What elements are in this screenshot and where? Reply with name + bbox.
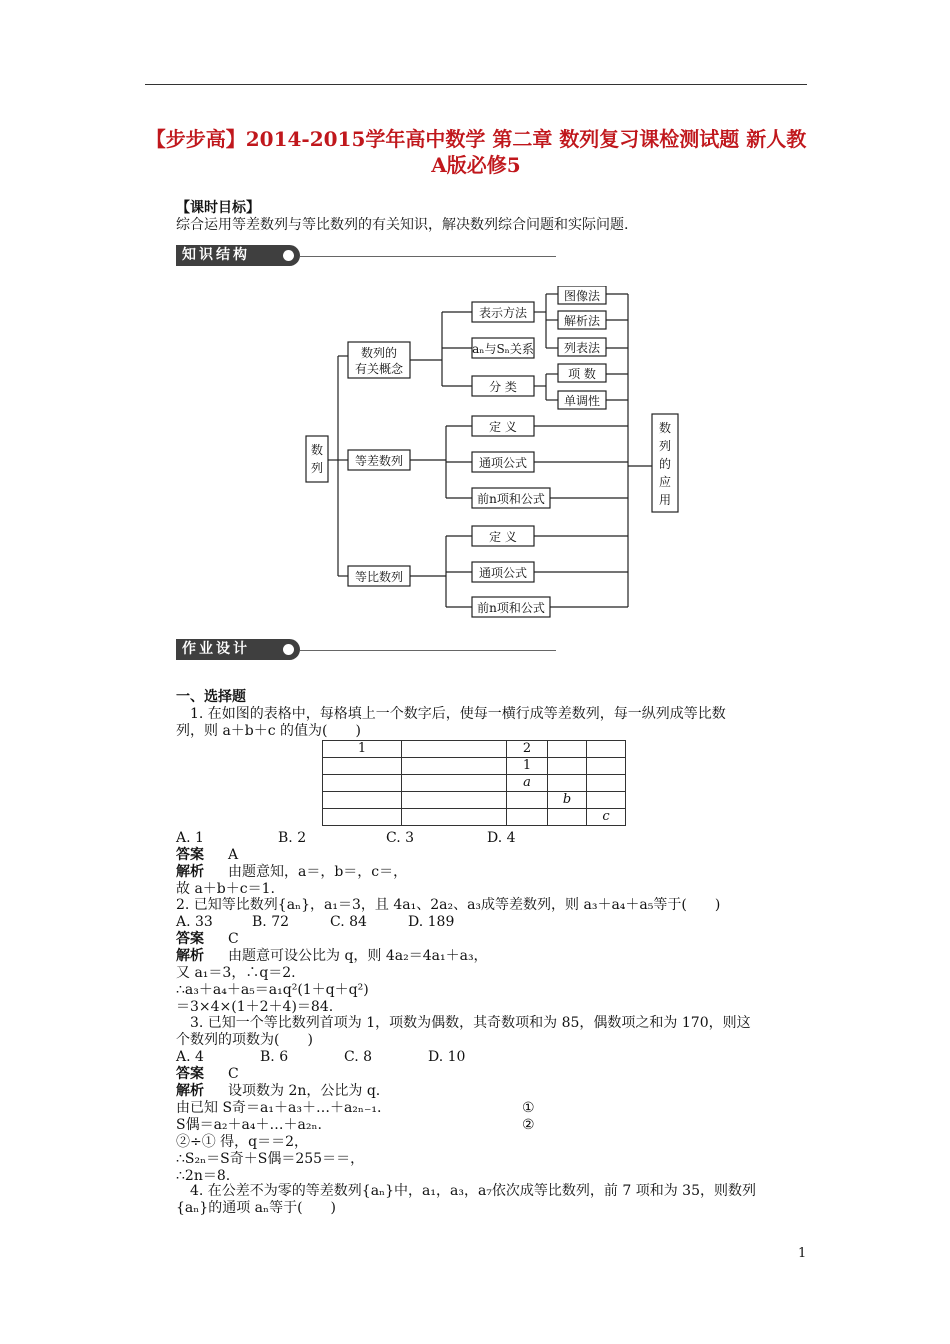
q2-option: B. 72 <box>252 914 290 930</box>
q3-analysis: S偶＝a₂＋a₄＋…＋a₂ₙ. <box>176 1117 322 1133</box>
part-heading: 一、选择题 <box>176 689 246 705</box>
q1-stem: 1. 在如图的表格中，每格填上一个数字后，使每一横行成等差数列，每一纵列成等比数 <box>190 706 726 722</box>
table-cell: c <box>587 809 626 826</box>
section-rule <box>300 650 556 651</box>
table-cell: a <box>507 775 548 792</box>
diagram-root-char: 列 <box>310 461 324 475</box>
diagram-node-def: 定 义 <box>489 530 517 544</box>
q3-stem: 3. 已知一个等比数列首项为 1，项数为偶数，其奇数项和为 85，偶数项之和为 170，则这 <box>190 1015 751 1031</box>
q3-answer: C <box>228 1066 239 1082</box>
diagram-node-arith: 等差数列 <box>354 454 404 468</box>
section-header-homework <box>176 639 300 660</box>
section-header-structure <box>176 245 300 266</box>
table-cell: 2 <box>507 741 548 758</box>
table-cell <box>548 741 587 758</box>
q2-option: D. 189 <box>408 914 455 930</box>
q3-stem: 个数列的项数为( ) <box>176 1032 313 1048</box>
table-cell <box>587 775 626 792</box>
diagram-node-sum: 前n项和公式 <box>477 601 545 615</box>
q3-mark: ② <box>522 1117 535 1133</box>
document-title: 【步步高】2014-2015学年高中数学 第二章 数列复习课检测试题 新人教A版必修5 <box>145 127 807 177</box>
q3-option: C. 8 <box>344 1049 373 1065</box>
analysis-label: 解析 <box>176 1083 204 1099</box>
section-title: 作业设计 <box>182 641 250 657</box>
table-cell <box>402 758 507 775</box>
table-cell <box>323 758 402 775</box>
q1-option: A. 1 <box>176 830 204 846</box>
table-cell <box>587 792 626 809</box>
q4-stem: {aₙ}的通项 aₙ等于( ) <box>176 1200 336 1216</box>
table-cell <box>507 809 548 826</box>
diagram-node-sum: 前n项和公式 <box>477 492 545 506</box>
table-cell <box>323 809 402 826</box>
q1-option: B. 2 <box>278 830 307 846</box>
q2-option: C. 84 <box>330 914 367 930</box>
diagram-root-char: 数 <box>310 443 324 457</box>
q1-analysis: 由题意知，a＝，b＝，c＝， <box>228 864 408 880</box>
table-cell <box>548 775 587 792</box>
q3-analysis: 由已知 S奇＝a₁＋a₃＋…＋a₂ₙ₋₁. <box>176 1100 382 1116</box>
q2-analysis: 由题意可设公比为 q，则 4a₂＝4a₁＋a₃， <box>228 948 488 964</box>
diagram-node-terms: 项 数 <box>568 367 596 381</box>
q3-analysis: ∴2n＝8. <box>176 1168 231 1184</box>
table-cell <box>402 741 507 758</box>
section-rule <box>300 256 556 257</box>
table-cell <box>323 792 402 809</box>
page-number: 1 <box>798 1246 807 1261</box>
q3-mark: ① <box>522 1100 535 1116</box>
table-cell <box>548 809 587 826</box>
diagram-node-def: 定 义 <box>489 420 517 434</box>
diagram-node-concept: 数列的 <box>360 346 398 360</box>
objective-text: 综合运用等差数列与等比数列的有关知识，解决数列综合问题和实际问题. <box>176 217 629 233</box>
q3-option: B. 6 <box>260 1049 289 1065</box>
q3-analysis: 设项数为 2n，公比为 q. <box>228 1083 381 1099</box>
analysis-label: 解析 <box>176 948 204 964</box>
diagram-node-analytic: 解析法 <box>563 314 601 328</box>
diagram-app-char: 用 <box>658 493 672 507</box>
diagram-node-geom: 等比数列 <box>354 570 404 584</box>
knowledge-diagram <box>300 286 700 626</box>
q2-analysis: 又 a₁＝3，∴q＝2. <box>176 965 296 981</box>
bullet-dot-icon <box>283 644 294 655</box>
analysis-label: 解析 <box>176 864 204 880</box>
table-cell <box>402 809 507 826</box>
q1-option: D. 4 <box>487 830 516 846</box>
section-title: 知识结构 <box>182 247 250 263</box>
bullet-dot-icon <box>283 250 294 261</box>
diagram-node-an-sn: aₙ与Sₙ关系 <box>472 342 534 356</box>
q2-stem: 2. 已知等比数列{aₙ}，a₁＝3，且 4a₁、2a₂、a₃成等差数列，则 a₃＋a₄＋a₅等于( ) <box>176 897 721 913</box>
diagram-app-char: 列 <box>658 439 672 453</box>
q3-option: A. 4 <box>176 1049 204 1065</box>
table-cell <box>323 775 402 792</box>
answer-label: 答案 <box>176 847 204 863</box>
diagram-node-classify: 分 类 <box>489 380 517 394</box>
objective-label: 【课时目标】 <box>176 200 260 216</box>
diagram-node-mono: 单调性 <box>563 394 601 408</box>
q1-analysis: 故 a＋b＋c＝1. <box>176 881 275 897</box>
table-cell <box>587 758 626 775</box>
q2-answer: C <box>228 931 239 947</box>
diagram-node-general: 通项公式 <box>478 566 528 580</box>
table-cell <box>507 792 548 809</box>
table-cell: 1 <box>323 741 402 758</box>
q2-analysis: ∴a₃＋a₄＋a₅＝a₁q²(1＋q＋q²) <box>176 982 369 998</box>
q1-table <box>322 740 626 826</box>
q1-answer: A <box>228 847 239 863</box>
answer-label: 答案 <box>176 1066 204 1082</box>
table-cell <box>548 758 587 775</box>
diagram-app-char: 应 <box>658 475 672 489</box>
q1-stem: 列，则 a＋b＋c 的值为( ) <box>176 723 361 739</box>
q2-option: A. 33 <box>176 914 213 930</box>
diagram-app-char: 的 <box>658 457 672 471</box>
diagram-node-graph: 图像法 <box>563 289 601 303</box>
table-cell: b <box>548 792 587 809</box>
q4-stem: 4. 在公差不为零的等差数列{aₙ}中，a₁，a₃，a₇依次成等比数列，前 7 项和为 35，则数列 <box>190 1183 756 1199</box>
table-cell <box>402 775 507 792</box>
diagram-node-concept: 有关概念 <box>354 362 404 376</box>
diagram-node-list: 列表法 <box>563 341 601 355</box>
diagram-node-general: 通项公式 <box>478 456 528 470</box>
top-rule <box>145 84 807 85</box>
table-cell <box>402 792 507 809</box>
diagram-app-char: 数 <box>658 421 672 435</box>
q1-option: C. 3 <box>386 830 415 846</box>
table-cell <box>587 741 626 758</box>
q2-analysis: ＝3×4×(1＋2＋4)＝84. <box>176 999 334 1015</box>
q3-option: D. 10 <box>428 1049 466 1065</box>
table-cell: 1 <box>507 758 548 775</box>
answer-label: 答案 <box>176 931 204 947</box>
q3-analysis: ∴S₂ₙ＝S奇＋S偶＝255＝＝， <box>176 1151 365 1167</box>
q3-analysis: ②÷① 得，q＝＝2， <box>176 1134 309 1150</box>
diagram-node-rep: 表示方法 <box>478 306 528 320</box>
